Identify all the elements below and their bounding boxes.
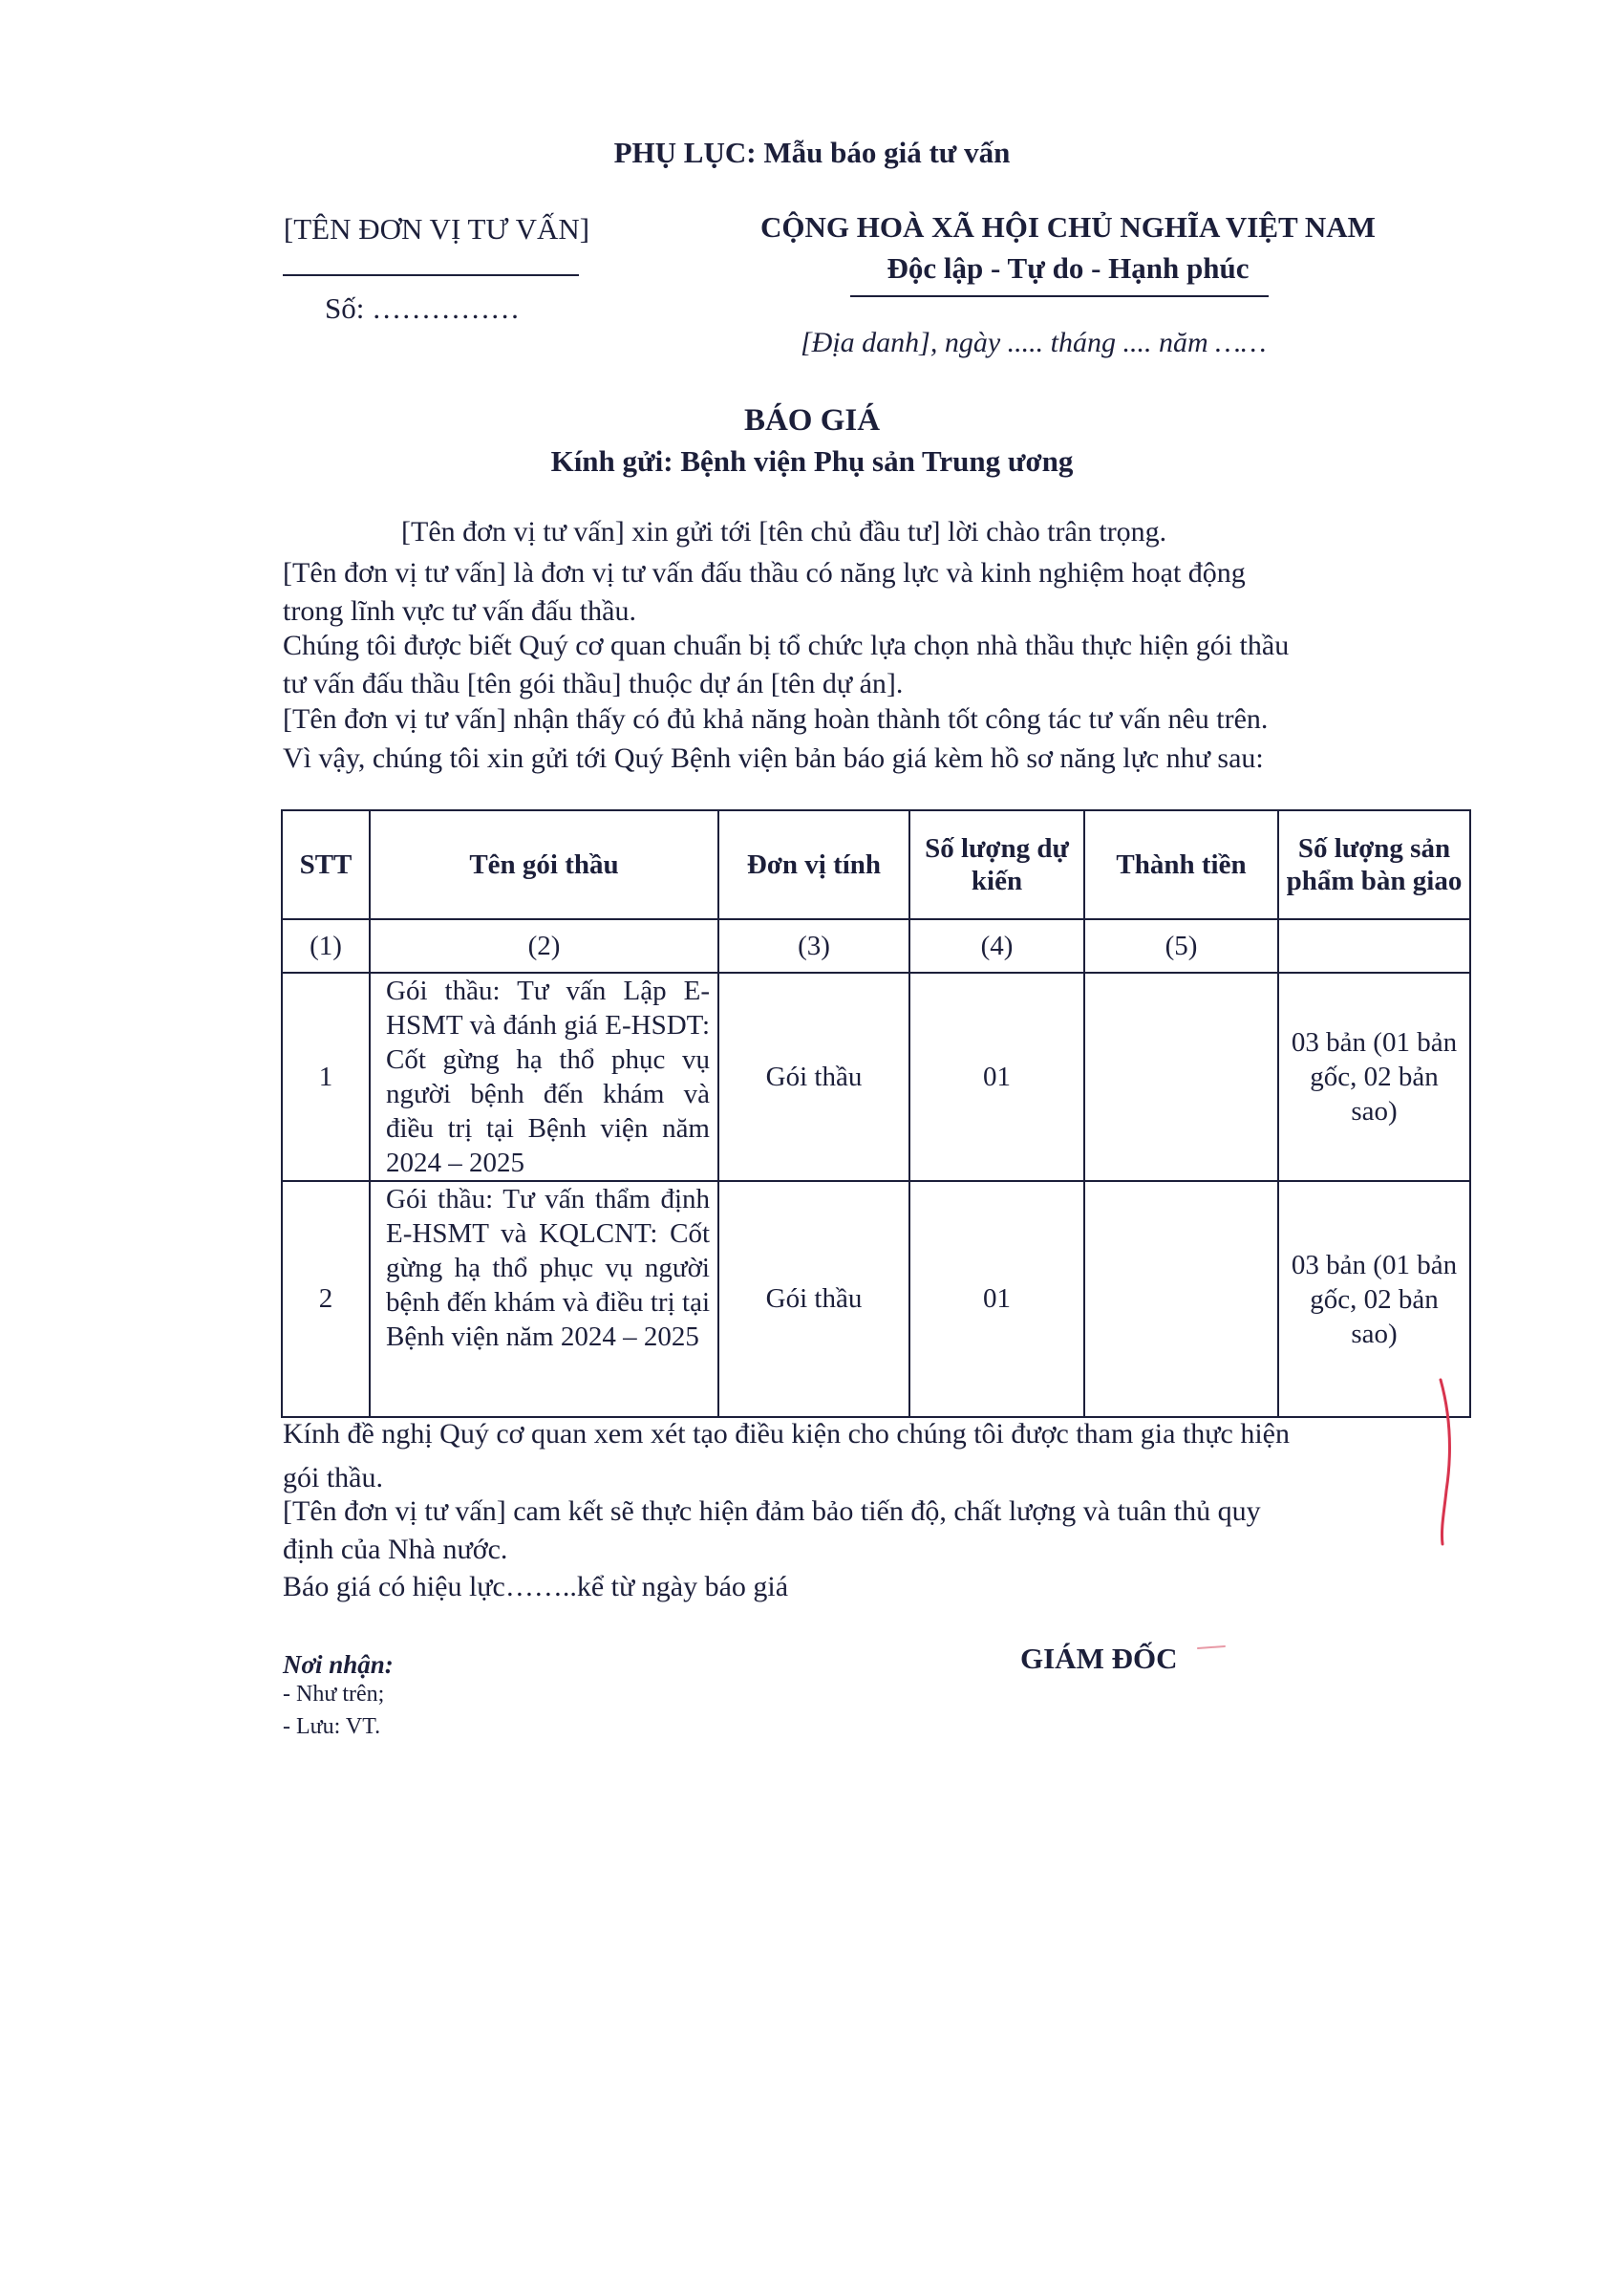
appendix-label: PHỤ LỤC: — [613, 136, 757, 169]
header-amount: Thành tiền — [1084, 810, 1278, 919]
column-number: (3) — [718, 919, 909, 973]
header-deliverables: Số lượng sản phẩm bàn giao — [1278, 810, 1470, 919]
table-row — [282, 973, 1470, 1181]
intro-line: [Tên đơn vị tư vấn] là đơn vị tư vấn đấu thầu có năng lực và kinh nghiệm hoạt động — [283, 557, 1246, 589]
row-amount — [1084, 973, 1278, 1181]
red-ink-mark — [1423, 1376, 1462, 1548]
row-deliverables: 03 bản (01 bản gốc, 02 bản sao) — [1278, 973, 1470, 1181]
row-quantity: 01 — [909, 973, 1084, 1181]
column-number: (5) — [1084, 919, 1278, 973]
closing-line: gói thầu. — [283, 1462, 383, 1493]
column-number: (2) — [370, 919, 718, 973]
header-stt: STT — [282, 810, 370, 919]
recipients-item: - Như trên; — [283, 1682, 385, 1707]
intro-line: trong lĩnh vực tư vấn đấu thầu. — [283, 595, 636, 627]
column-number: (4) — [909, 919, 1084, 973]
row-amount — [1084, 1181, 1278, 1417]
closing-line: Kính đề nghị Quý cơ quan xem xét tạo điều kiện cho chúng tôi được tham gia thực hiện — [283, 1418, 1290, 1450]
header-quantity: Số lượng dự kiến — [909, 810, 1084, 919]
org-underline — [283, 274, 579, 276]
intro-line: [Tên đơn vị tư vấn] nhận thấy có đủ khả năng hoàn thành tốt công tác tư vấn nêu trên. — [283, 703, 1269, 735]
red-ink-dash — [1194, 1642, 1232, 1653]
closing-line: định của Nhà nước. — [283, 1534, 508, 1565]
intro-line: tư vấn đấu thầu [tên gói thầu] thuộc dự án [tên dự án]. — [283, 668, 904, 699]
quote-title: BÁO GIÁ — [743, 403, 881, 438]
document-number: Số: …………… — [325, 291, 521, 325]
header-unit: Đơn vị tính — [718, 810, 909, 919]
closing-line: Báo giá có hiệu lực……..kể từ ngày báo giá — [283, 1571, 789, 1602]
row-deliverables: 03 bản (01 bản gốc, 02 bản sao) — [1278, 1181, 1470, 1417]
row-stt: 2 — [282, 1181, 370, 1417]
table-header-row — [282, 810, 1470, 919]
signature-title: GIÁM ĐỐC — [1020, 1642, 1178, 1675]
row-package-name: Gói thầu: Tư vấn Lập E-HSMT và đánh giá E-HSDT: Cốt gừng hạ thổ phục vụ người bệnh đến khám và điều trị tại Bệnh viện năm 2024 – 2025 — [370, 973, 718, 1181]
row-unit: Gói thầu — [718, 973, 909, 1181]
motto-underline — [850, 295, 1269, 297]
column-number: (1) — [282, 919, 370, 973]
row-quantity: 01 — [909, 1181, 1084, 1417]
row-unit: Gói thầu — [718, 1181, 909, 1417]
recipients-title: Nơi nhận: — [283, 1650, 394, 1679]
appendix-title — [0, 136, 1624, 170]
closing-line: [Tên đơn vị tư vấn] cam kết sẽ thực hiện đảm bảo tiến độ, chất lượng và tuân thủ quy — [283, 1495, 1261, 1527]
national-title: CỘNG HOÀ XÃ HỘI CHỦ NGHĨA VIỆT NAM — [760, 210, 1376, 244]
row-stt: 1 — [282, 973, 370, 1181]
column-number — [1278, 919, 1470, 973]
column-number-row — [282, 919, 1470, 973]
place-date: [Địa danh], ngày ..... tháng .... năm …… — [801, 327, 1267, 358]
intro-line: Vì vậy, chúng tôi xin gửi tới Quý Bệnh viện bản báo giá kèm hồ sơ năng lực như sau: — [283, 742, 1264, 774]
header-package-name: Tên gói thầu — [370, 810, 718, 919]
national-motto: Độc lập - Tự do - Hạnh phúc — [887, 251, 1250, 285]
intro-line: Chúng tôi được biết Quý cơ quan chuẩn bị tổ chức lựa chọn nhà thầu thực hiện gói thầu — [283, 630, 1290, 661]
row-package-name: Gói thầu: Tư vấn thẩm định E-HSMT và KQLCNT: Cốt gừng hạ thổ phục vụ người bệnh đến khám và điều trị tại Bệnh viện năm 2024 – 2025 — [370, 1181, 718, 1417]
recipients-item: - Lưu: VT. — [283, 1714, 381, 1739]
table-row — [282, 1181, 1470, 1417]
appendix-text: Mẫu báo giá tư vấn — [756, 136, 1011, 169]
intro-greeting: [Tên đơn vị tư vấn] xin gửi tới [tên chủ đầu tư] lời chào trân trọng. — [401, 516, 1167, 548]
quote-recipient: Kính gửi: Bệnh viện Phụ sản Trung ương — [550, 444, 1074, 478]
consultant-org-name: [TÊN ĐƠN VỊ TƯ VẤN] — [283, 212, 590, 246]
quote-table — [281, 809, 1471, 1418]
